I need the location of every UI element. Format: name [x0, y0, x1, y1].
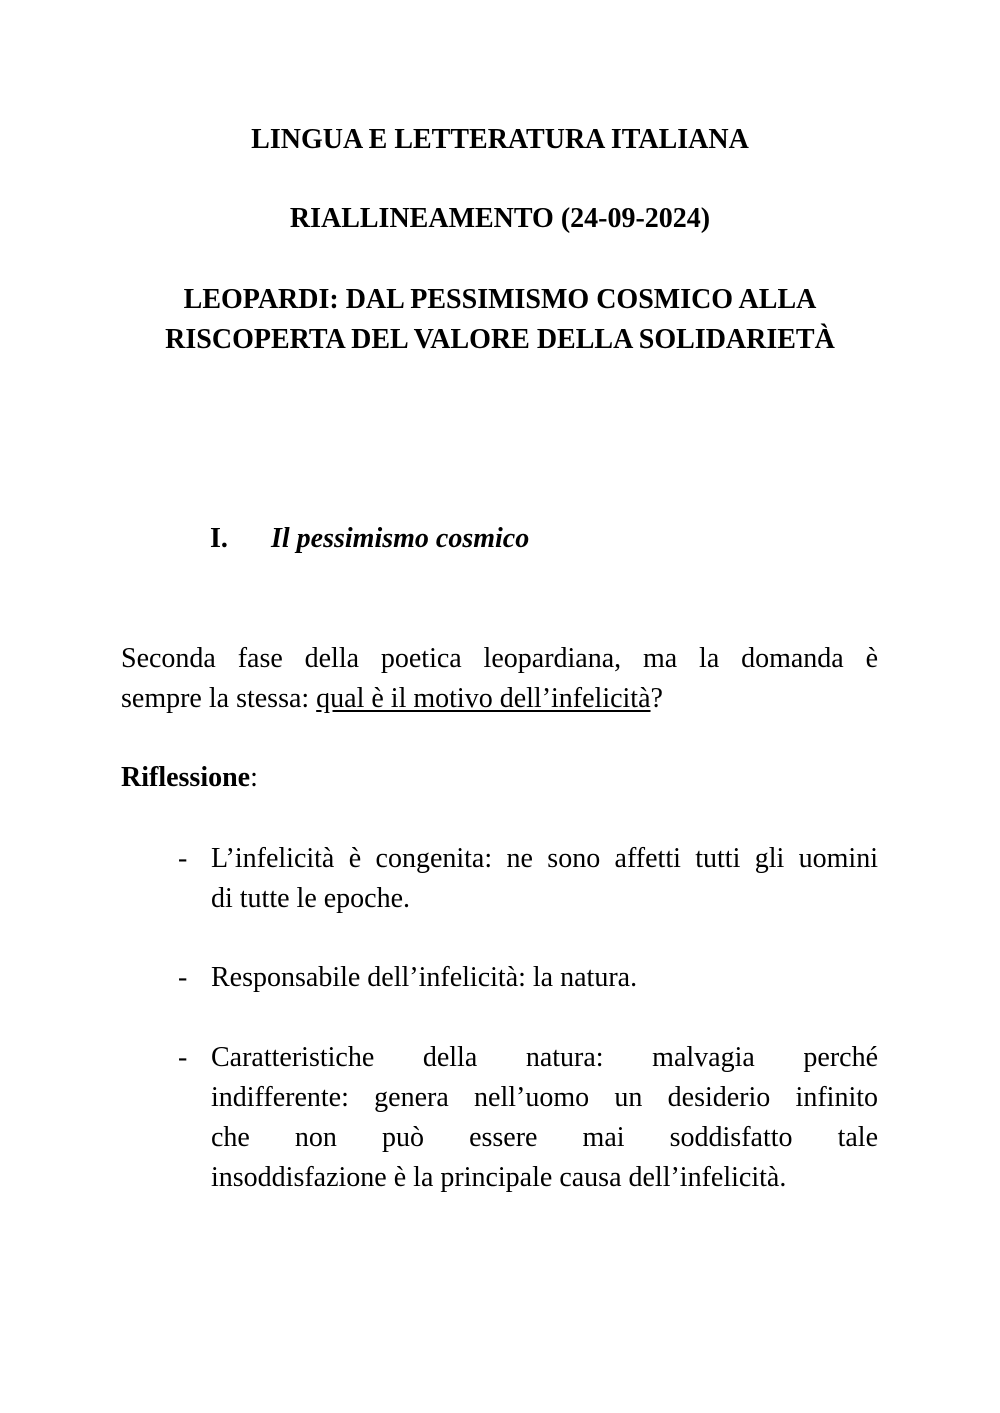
underlined-question: qual è il motivo dell’infelicità	[316, 683, 651, 714]
list-item-body	[211, 958, 878, 998]
list-item-3-line-2: indifferente: genera nell’uomo un desiderio infinito	[211, 1082, 878, 1113]
list-item-1-line-1: L’infelicità è congenita: ne sono affetti tutti gli uomini	[211, 843, 878, 874]
riflessione-label	[121, 758, 258, 798]
list-item-1-line-2: di tutte le epoche.	[211, 883, 411, 914]
list-item-2-line-1: Responsabile dell’infelicità: la natura.	[211, 962, 638, 993]
riflessione-text: Riflessione	[121, 762, 251, 793]
riflessione-colon: :	[250, 762, 258, 793]
intro-line-2-prefix: sempre la stessa:	[121, 683, 317, 714]
course-title: LINGUA E LETTERATURA ITALIANA	[251, 124, 749, 155]
section-title: Il pessimismo cosmico	[271, 523, 530, 554]
list-item-3-line-1: Caratteristiche della natura: malvagia perché	[211, 1042, 878, 1073]
section-heading	[210, 519, 529, 559]
list-item-body	[211, 839, 878, 919]
intro-paragraph	[121, 639, 878, 719]
list-dash: -	[178, 962, 188, 993]
intro-line-2	[121, 679, 878, 719]
session-title: RIALLINEAMENTO (24-09-2024)	[289, 203, 711, 234]
topic-title-line-2: RISCOPERTA DEL VALORE DELLA SOLIDARIETÀ	[165, 324, 835, 355]
topic-title	[0, 280, 1000, 360]
list-item-3-line-4: insoddisfazione è la principale causa dell’infelicità.	[211, 1162, 787, 1193]
intro-line-1: Seconda fase della poetica leopardiana, ma la domanda è	[121, 643, 878, 674]
list-item-3-line-3: che non può essere mai soddisfatto tale	[211, 1122, 878, 1153]
topic-title-line-1: LEOPARDI: DAL PESSIMISMO COSMICO ALLA	[183, 284, 817, 315]
section-number: I.	[210, 523, 228, 554]
list-dash: -	[178, 1042, 188, 1073]
list-item-body	[211, 1038, 878, 1198]
intro-line-2-suffix: ?	[650, 683, 663, 714]
list-dash: -	[178, 843, 188, 874]
